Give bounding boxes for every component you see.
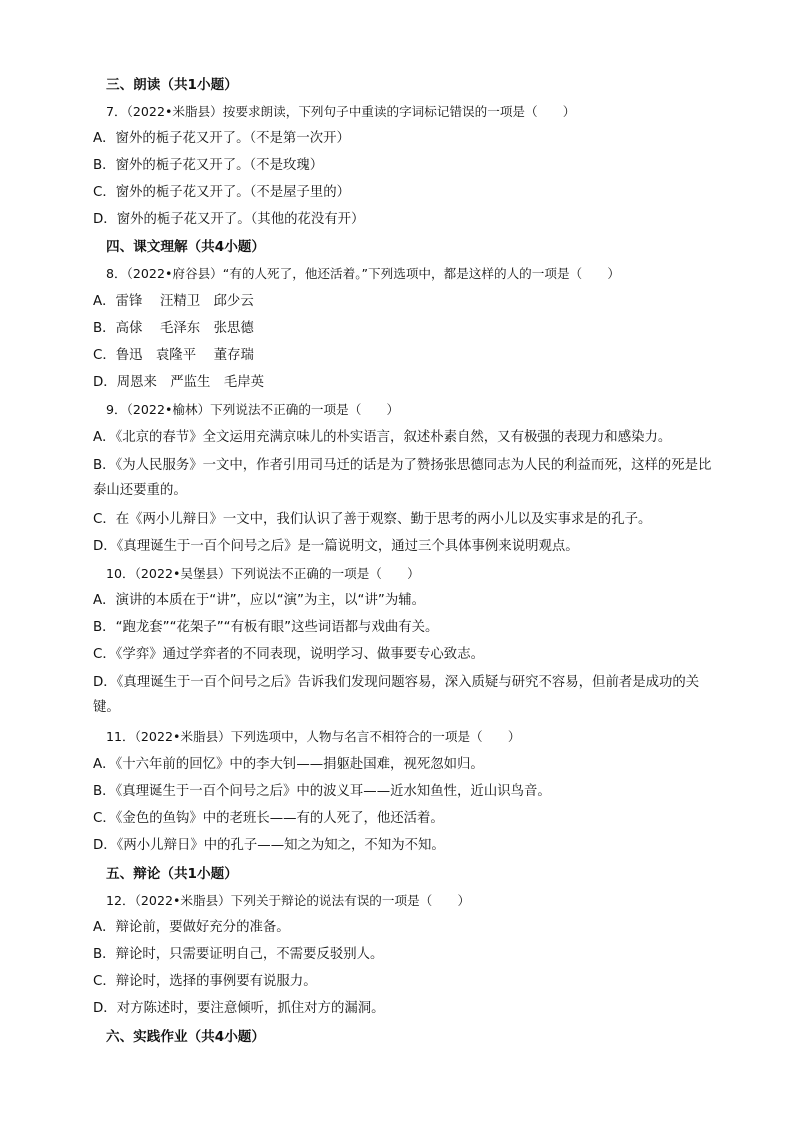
question-11-stem: 11．（2022•米脂县）下列选项中，人物与名言不相符合的一项是（ ）	[106, 729, 521, 744]
question-11-option-a: A．《十六年前的回忆》中的李大钊——捐躯赴国难，视死忽如归。	[93, 757, 484, 772]
question-9-option-b: B．《为人民服务》一文中，作者引用司马迁的话是为了赞扬张思德同志为人民的利益而死，这样的死是比泰山还要重的。	[93, 458, 712, 498]
question-12-option-a: A．辩论前，要做好充分的准备。	[93, 920, 290, 935]
question-10-option-a: A．演讲的本质在于“讲”，应以“演”为主，以“讲”为辅。	[93, 593, 425, 608]
section-heading-text-understanding: 四、课文理解（共4小题）	[106, 239, 265, 255]
question-12-option-b: B．辩论时，只需要证明自己，不需要反驳别人。	[93, 947, 384, 962]
question-10-stem: 10．（2022•吴堡县）下列说法不正确的一项是（ ）	[106, 566, 420, 581]
question-9-stem: 9．（2022•榆林）下列说法不正确的一项是（ ）	[106, 402, 400, 417]
question-9-option-a: A．《北京的春节》全文运用充满京味儿的朴实语言，叙述朴素自然，又有极强的表现力和感染力。	[93, 430, 672, 445]
section-heading-reading: 三、朗读（共1小题）	[106, 77, 238, 93]
question-12-option-d: D．对方陈述时，要注意倾听，抓住对方的漏洞。	[93, 1001, 385, 1016]
question-8-stem: 8．（2022•府谷县）“有的人死了，他还活着。”下列选项中，都是这样的人的一项是（ ）	[106, 266, 620, 281]
question-10-option-b: B．“跑龙套”“花架子”“有板有眼”这些词语都与戏曲有关。	[93, 620, 439, 635]
question-12-option-c: C．辩论时，选择的事例要有说服力。	[93, 974, 317, 989]
question-8-option-c: C．鲁迅 袁隆平 董存瑞	[93, 348, 254, 363]
question-11-option-c: C．《金色的鱼钩》中的老班长——有的人死了，他还活着。	[93, 811, 444, 826]
question-8-option-a: A．雷锋 汪精卫 邱少云	[93, 294, 254, 309]
question-7-stem: 7．（2022•米脂县）按要求朗读，下列句子中重读的字词标记错误的一项是（ ）	[106, 104, 576, 119]
question-7-option-c: C．窗外的栀子花又开了。（不是屋子里的）	[93, 185, 351, 200]
question-8-option-b: B．高俅 毛泽东 张思德	[93, 321, 254, 336]
question-7-option-d: D．窗外的栀子花又开了。（其他的花没有开）	[93, 212, 365, 227]
question-10-option-d: D．《真理诞生于一百个问号之后》告诉我们发现问题容易，深入质疑与研究不容易，但前者是成功的关键。	[93, 675, 700, 715]
question-11-option-d: D．《两小儿辩日》中的孔子——知之为知之，不知为不知。	[93, 838, 445, 853]
question-8-option-d: D．周恩来 严监生 毛岸英	[93, 375, 264, 390]
question-9-option-d: D．《真理诞生于一百个问号之后》是一篇说明文，通过三个具体事例来说明观点。	[93, 539, 579, 554]
question-11-option-b: B．《真理诞生于一百个问号之后》中的波义耳——近水知鱼性，近山识鸟音。	[93, 784, 551, 799]
question-10-option-c: C．《学弈》通过学弈者的不同表现，说明学习、做事要专心致志。	[93, 647, 484, 662]
question-12-stem: 12．（2022•米脂县）下列关于辩论的说法有误的一项是（ ）	[106, 893, 471, 908]
question-7-option-b: B．窗外的栀子花又开了。（不是玫瑰）	[93, 158, 324, 173]
question-9-option-c: C．在《两小儿辩日》一文中，我们认识了善于观察、勤于思考的两小儿以及实事求是的孔子。	[93, 512, 652, 527]
section-heading-practice: 六、实践作业（共4小题）	[106, 1029, 265, 1045]
section-heading-debate: 五、辩论（共1小题）	[106, 866, 238, 882]
question-7-option-a: A．窗外的栀子花又开了。（不是第一次开）	[93, 131, 350, 146]
